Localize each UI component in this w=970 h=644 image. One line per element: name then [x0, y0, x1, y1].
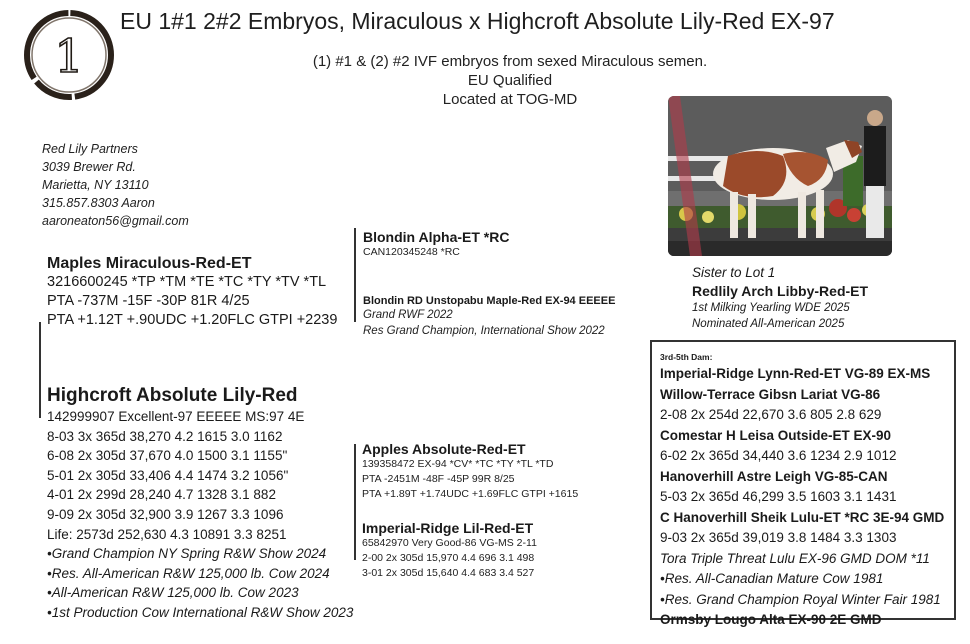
pedigree-entry: Tora Triple Threat Lulu EX-96 GMD DOM *11	[660, 550, 930, 566]
sires-sire-name: Blondin Alpha-ET *RC	[363, 229, 510, 245]
pedigree-entry: Comestar H Leisa Outside-ET EX-90	[660, 427, 892, 443]
pedigree-entry: Imperial-Ridge Lynn-Red-ET VG-89 EX-MS	[660, 366, 931, 381]
sister-honor: Nominated All-American 2025	[692, 318, 845, 330]
pedigree-record: 2-08 2x 254d 22,670 3.6 805 2.8 629	[660, 407, 882, 422]
dams-dam-line: 2-00 2x 305d 15,970 4.4 696 3.1 498	[362, 552, 535, 564]
pedigree-connector	[39, 322, 41, 418]
dam-honor: •Grand Champion NY Spring R&W Show 2024	[47, 546, 327, 562]
dam-record-line: 8-03 3x 365d 38,270 4.2 1615 3.0 1162	[47, 428, 283, 444]
sires-sire-id: CAN120345248 *RC	[363, 246, 460, 258]
sires-dam-honor: Res Grand Champion, International Show 2022	[363, 325, 605, 337]
sister-block	[692, 264, 868, 332]
dams-sire-line: PTA -2451M -48F -45P 99R 8/25	[362, 473, 515, 485]
pedigree-record: 6-02 2x 365d 34,440 3.6 1234 2.9 1012	[660, 448, 897, 463]
dam-honor: •Res. All-American R&W 125,000 lb. Cow 2024	[47, 565, 330, 581]
contact-street: 3039 Brewer Rd.	[42, 160, 136, 174]
dam-record-line: 6-08 2x 305d 37,670 4.0 1500 3.1 1155"	[47, 448, 288, 464]
sire-line: PTA -737M -15F -30P 81R 4/25	[47, 293, 250, 309]
sister-honor: 1st Milking Yearling WDE 2025	[692, 302, 850, 314]
dam-record-line: 9-09 2x 305d 32,900 3.9 1267 3.3 1096	[47, 506, 284, 522]
subtitle-line: Located at TOG-MD	[442, 91, 578, 108]
contact-name: Red Lily Partners	[42, 142, 138, 156]
pedigree-entry: Ormsby Lougo Alta EX-90 2E GMD	[660, 612, 882, 627]
dam-record-line: 5-01 2x 305d 33,406 4.4 1474 3.2 1056"	[47, 467, 289, 483]
pedigree-entry: Willow-Terrace Gibsn Lariat VG-86	[660, 386, 881, 402]
sire-name: Maples Miraculous-Red-ET	[47, 255, 252, 272]
dams-sire-line: PTA +1.89T +1.74UDC +1.69FLC GTPI +1615	[362, 488, 579, 500]
lot-number-logo	[22, 8, 116, 102]
subtitle-line: EU Qualified	[467, 72, 553, 89]
dams-sire-name: Apples Absolute-Red-ET	[362, 441, 526, 457]
lot-number: 1	[54, 29, 84, 83]
deep-pedigree-box	[650, 340, 956, 627]
dam-honor: •All-American R&W 125,000 lb. Cow 2023	[47, 585, 299, 601]
dams-dam-line: 3-01 2x 305d 15,640 4.4 683 3.4 527	[362, 567, 535, 579]
sires-sire-block	[363, 229, 509, 260]
sister-note: Sister to Lot 1	[692, 265, 776, 280]
sires-dam-block	[363, 295, 615, 339]
sister-name: Redlily Arch Libby-Red-ET	[692, 283, 869, 299]
dams-dam-line: 65842970 Very Good-86 VG-MS 2-11	[362, 537, 537, 549]
contact-city: Marietta, NY 13110	[42, 178, 149, 192]
contact-block	[42, 140, 189, 230]
contact-email[interactable]: aaroneaton56@gmail.com	[42, 214, 189, 228]
dams-sire-block	[362, 441, 578, 502]
pedigree-connector	[354, 444, 356, 560]
box-heading: 3rd-5th Dam:	[660, 352, 713, 362]
dam-honor: •1st Production Cow International R&W Show 2023	[47, 604, 354, 620]
dam-name: Highcroft Absolute Lily-Red	[47, 385, 298, 406]
sire-block	[47, 255, 337, 330]
dams-dam-name: Imperial-Ridge Lil-Red-ET	[362, 520, 534, 536]
sire-line: 3216600245 *TP *TM *TE *TC *TY *TV *TL	[47, 274, 327, 290]
pedigree-record: 5-03 2x 365d 46,299 3.5 1603 3.1 1431	[660, 489, 897, 504]
pedigree-connector	[354, 228, 356, 322]
dam-record-line: Life: 2573d 252,630 4.3 10891 3.3 8251	[47, 526, 287, 542]
dams-sire-line: 139358472 EX-94 *CV* *TC *TY *TL *TD	[362, 458, 554, 470]
sire-line: PTA +1.12T +.90UDC +1.20FLC GTPI +2239	[47, 312, 338, 328]
dam-block	[47, 385, 353, 623]
contact-phone: 315.857.8303 Aaron	[42, 196, 155, 210]
sires-dam-honor: Grand RWF 2022	[363, 309, 453, 321]
pedigree-honor: •Res. All-Canadian Mature Cow 1981	[660, 571, 884, 586]
subtitle-line: (1) #1 & (2) #2 IVF embryos from sexed Miraculous semen.	[312, 53, 708, 70]
dam-record-line: 4-01 2x 299d 28,240 4.7 1328 3.1 882	[47, 487, 276, 503]
dam-record-line: 142999907 Excellent-97 EEEEE MS:97 4E	[47, 409, 305, 424]
pedigree-entry: C Hanoverhill Sheik Lulu-ET *RC 3E-94 GMD	[660, 509, 945, 525]
sister-cow-photo	[668, 96, 892, 256]
sires-dam-name: Blondin RD Unstopabu Maple-Red EX-94 EEEEE	[363, 295, 616, 307]
pedigree-entry: Hanoverhill Astre Leigh VG-85-CAN	[660, 468, 888, 484]
dams-dam-block	[362, 520, 537, 581]
pedigree-honor: •Res. Grand Champion Royal Winter Fair 1981	[660, 591, 941, 607]
pedigree-record: 9-03 2x 365d 39,019 3.8 1484 3.3 1303	[660, 530, 897, 545]
page-title: EU 1#1 2#2 Embryos, Miraculous x Highcroft Absolute Lily-Red EX-97	[120, 8, 835, 34]
